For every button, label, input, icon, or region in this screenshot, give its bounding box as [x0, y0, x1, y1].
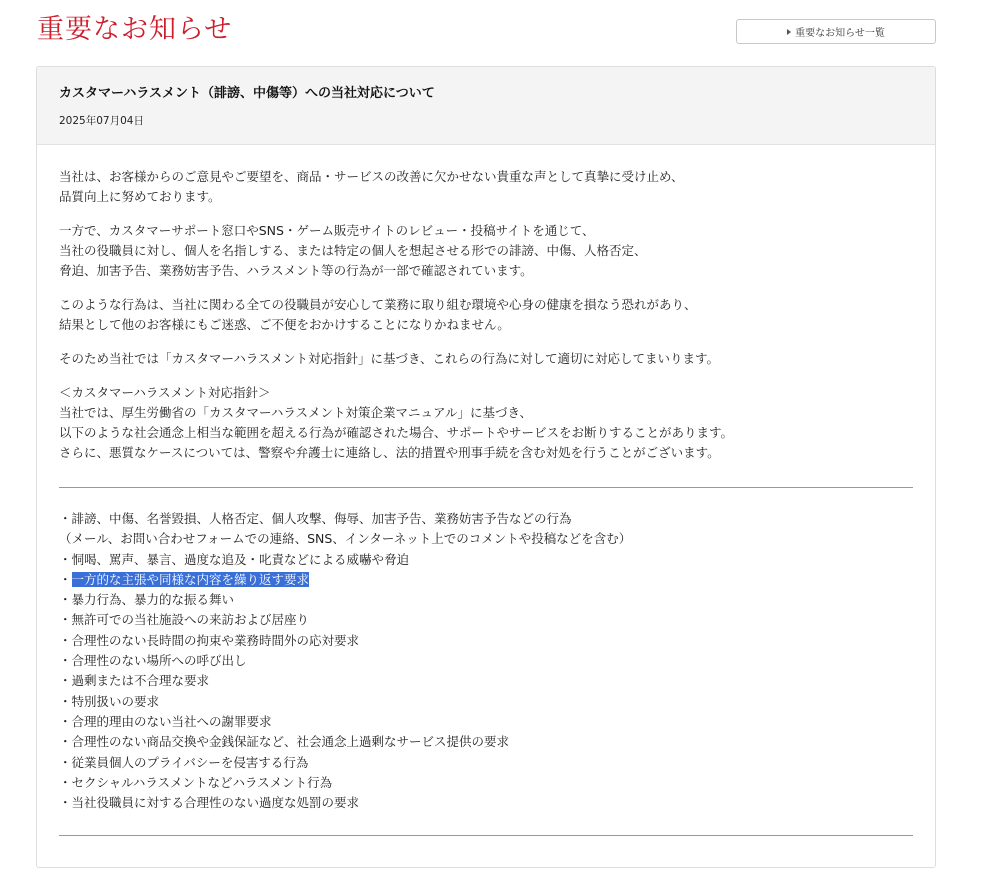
notice-header — [37, 67, 935, 145]
list-item — [59, 570, 913, 590]
list-item: ・暴力行為、暴力的な振る舞い — [59, 592, 235, 608]
list-item: ・合理性のない商品交換や金銭保証など、社会通念上過剰なサービス提供の要求 — [59, 734, 510, 750]
paragraph-line: 当社は、お客様からのご意見やご要望を、商品・サービスの改善に欠かせない貴重な声として真摯に受け止め、 — [59, 169, 684, 184]
list-item: ・合理性のない長時間の拘束や業務時間外の応対要求 — [59, 632, 360, 648]
paragraph-line: 品質向上に努めております。 — [59, 189, 221, 204]
notice-date: 2025年07月04日 — [59, 115, 144, 127]
list-item: ・無許可での当社施設への来訪および居座り — [59, 612, 310, 628]
prohibited-acts-list — [59, 488, 913, 835]
list-item: ・合理性のない場所への呼び出し — [59, 653, 247, 669]
list-item: （メール、お問い合わせフォームでの連絡、SNS、インターネット上でのコメントや投稿などを含む） — [59, 531, 632, 547]
paragraph-line: このような行為は、当社に関わる全ての役職員が安心して業務に取り組む環境や心身の健康を損なう恐れがあり、 — [59, 297, 697, 312]
paragraph-line: 一方で、カスタマーサポート窓口やSNS・ゲーム販売サイトのレビュー・投稿サイトを通じて、 — [59, 223, 595, 238]
paragraph-line: 脅迫、加害予告、業務妨害予告、ハラスメント等の行為が一部で確認されています。 — [59, 263, 533, 278]
paragraph — [59, 295, 913, 335]
list-item: ・過剰または不合理な要求 — [59, 673, 210, 689]
notice-title: カスタマーハラスメント（誹謗、中傷等）への当社対応について — [59, 86, 435, 101]
list-item: ・従業員個人のプライバシーを侵害する行為 — [59, 754, 309, 770]
notice-body — [37, 145, 935, 836]
paragraph — [59, 383, 913, 463]
list-item: ・合理的理由のない当社への謝罪要求 — [59, 713, 272, 729]
notice-list-link[interactable] — [736, 19, 936, 44]
notice-list-link-label: 重要なお知らせ一覧 — [795, 28, 885, 39]
paragraph-line: 結果として他のお客様にもご迷惑、ご不便をおかけすることになりかねません。 — [59, 317, 510, 332]
paragraph-line: さらに、悪質なケースについては、警察や弁護士に連絡し、法的措置や刑事手続を含む対処を行うことがございます。 — [59, 445, 720, 460]
list-item: ・特別扱いの要求 — [59, 693, 160, 709]
guideline-heading: ＜カスタマーハラスメント対応指針＞ — [59, 385, 271, 400]
paragraph — [59, 349, 913, 369]
list-bullet: ・ — [59, 571, 72, 587]
list-item: ・誹謗、中傷、名誉毀損、人格否定、個人攻撃、侮辱、加害予告、業務妨害予告などの行為 — [59, 511, 572, 526]
divider — [59, 835, 913, 836]
paragraph — [59, 167, 913, 207]
paragraph — [59, 221, 913, 281]
list-item: ・セクシャルハラスメントなどハラスメント行為 — [59, 774, 333, 790]
list-item: ・恫喝、罵声、暴言、過度な追及・叱責などによる威嚇や脅迫 — [59, 551, 410, 567]
notice-card — [36, 66, 936, 868]
page-title: 重要なお知らせ — [37, 14, 233, 45]
paragraph-line: そのため当社では「カスタマーハラスメント対応指針」に基づき、これらの行為に対して適切に対応してまいります。 — [59, 351, 720, 366]
selected-text[interactable]: 一方的な主張や同様な内容を繰り返す要求 — [71, 571, 310, 587]
paragraph-line: 当社の役職員に対し、個人を名指しする、または特定の個人を想起させる形での誹謗、中傷、人格否定、 — [59, 243, 647, 258]
paragraph-line: 当社では、厚生労働省の「カスタマーハラスメント対策企業マニュアル」に基づき、 — [59, 405, 533, 420]
paragraph-line: 以下のような社会通念上相当な範囲を超える行為が確認された場合、サポートやサービスをお断りすることがあります。 — [59, 425, 734, 440]
triangle-right-icon — [787, 29, 791, 35]
list-item: ・当社役職員に対する合理性のない過度な処罰の要求 — [59, 795, 360, 811]
